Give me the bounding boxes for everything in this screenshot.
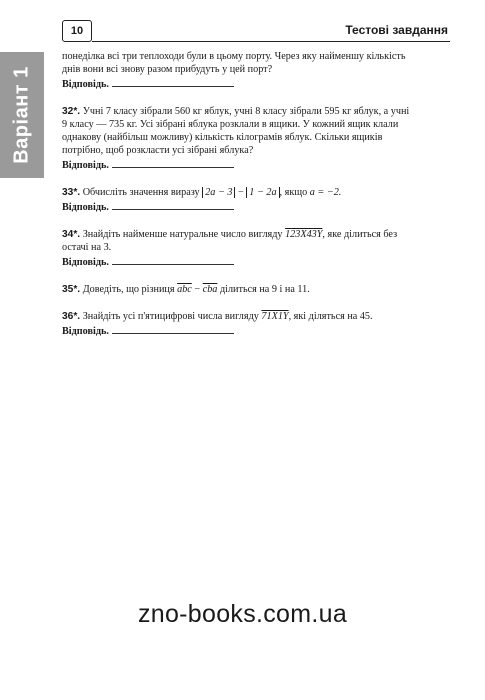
- section-title: Тестові завдання: [345, 23, 448, 37]
- task-32: [62, 105, 448, 172]
- header-rule: [92, 41, 450, 42]
- task-number: 33*.: [62, 187, 81, 198]
- task-number: 34*.: [62, 229, 81, 240]
- answer-line: [62, 201, 448, 214]
- task-text-line: [62, 283, 448, 296]
- task-text-line: потрібно, щоб розкласти усі зібрані яблука?: [62, 145, 254, 156]
- answer-line: [62, 325, 448, 338]
- overlined-number: $\overline{abc}$: [177, 284, 192, 295]
- task-text-line: 9 класу — 735 кг. Усі зібрані яблука розклали в ящики. У кожний ящик клали: [62, 119, 399, 130]
- task-text: Обчисліть значення виразу: [82, 187, 200, 198]
- task-number: 35*.: [62, 284, 81, 295]
- abs-expression: 2a − 3: [202, 187, 235, 198]
- task-text-line: [62, 186, 448, 199]
- page-header: [62, 20, 450, 42]
- answer-label: Відповідь.: [62, 79, 109, 90]
- task-text-line: [62, 310, 448, 323]
- variant-label: Варіант 1: [10, 66, 33, 164]
- answer-line: [62, 159, 448, 172]
- task-text: Доведіть, що різниця: [82, 284, 175, 295]
- overlined-number: 71X1Y: [261, 311, 289, 322]
- answer-label: Відповідь.: [62, 202, 109, 213]
- answer-label: Відповідь.: [62, 160, 109, 171]
- task-text-line: [62, 105, 448, 118]
- answer-blank[interactable]: [112, 167, 234, 168]
- overlined-number: $\overline{cba}$: [202, 284, 218, 295]
- task-text-line: днів вони всі знову разом прибудуть у цей порт?: [62, 64, 273, 75]
- task-text-line: остачі на 3.: [62, 242, 112, 253]
- overlined-number: 123X43Y: [285, 229, 323, 240]
- answer-line: [62, 256, 448, 269]
- minus-sign: −: [191, 284, 203, 295]
- task-number: 32*.: [62, 106, 81, 117]
- task-33: [62, 186, 448, 214]
- variant-side-tab: [0, 52, 44, 178]
- page-number: 10: [62, 20, 92, 42]
- answer-label: Відповідь.: [62, 326, 109, 337]
- task-list: [62, 50, 448, 352]
- task-number: 36*.: [62, 311, 81, 322]
- task-text: , якщо: [279, 187, 308, 198]
- task-text-line: однакову (найбільш можливу) кількість кілограмів яблук. Скільки ящиків: [62, 132, 383, 143]
- task-continuation: [62, 50, 448, 91]
- task-36: [62, 310, 448, 338]
- task-text: Учні 7 класу зібрали 560 кг яблук, учні 8 класу зібрали 595 кг яблук, а учні: [82, 106, 410, 117]
- minus-sign: −: [235, 187, 247, 198]
- task-35: [62, 283, 448, 296]
- task-text: , які діляться на 45.: [288, 311, 373, 322]
- answer-blank[interactable]: [112, 333, 234, 334]
- answer-blank[interactable]: [112, 209, 234, 210]
- condition: a = −2.: [309, 187, 342, 198]
- watermark: zno-books.com.ua: [137, 600, 348, 628]
- task-text: , яке ділиться без: [322, 229, 398, 240]
- answer-blank[interactable]: [112, 86, 234, 87]
- task-text-line: понеділка всі три теплоходи були в цьому порту. Через яку найменшу кількість: [62, 51, 406, 62]
- task-text: Знайдіть найменше натуральне число вигляду: [82, 229, 283, 240]
- answer-line: [62, 78, 448, 91]
- task-text: Знайдіть усі п'ятицифрові числа вигляду: [82, 311, 259, 322]
- answer-blank[interactable]: [112, 264, 234, 265]
- abs-expression: 1 − 2a: [246, 187, 279, 198]
- task-text-line: [62, 228, 448, 241]
- task-text: ділиться на 9 і на 11.: [219, 284, 310, 295]
- answer-label: Відповідь.: [62, 257, 109, 268]
- task-34: [62, 228, 448, 269]
